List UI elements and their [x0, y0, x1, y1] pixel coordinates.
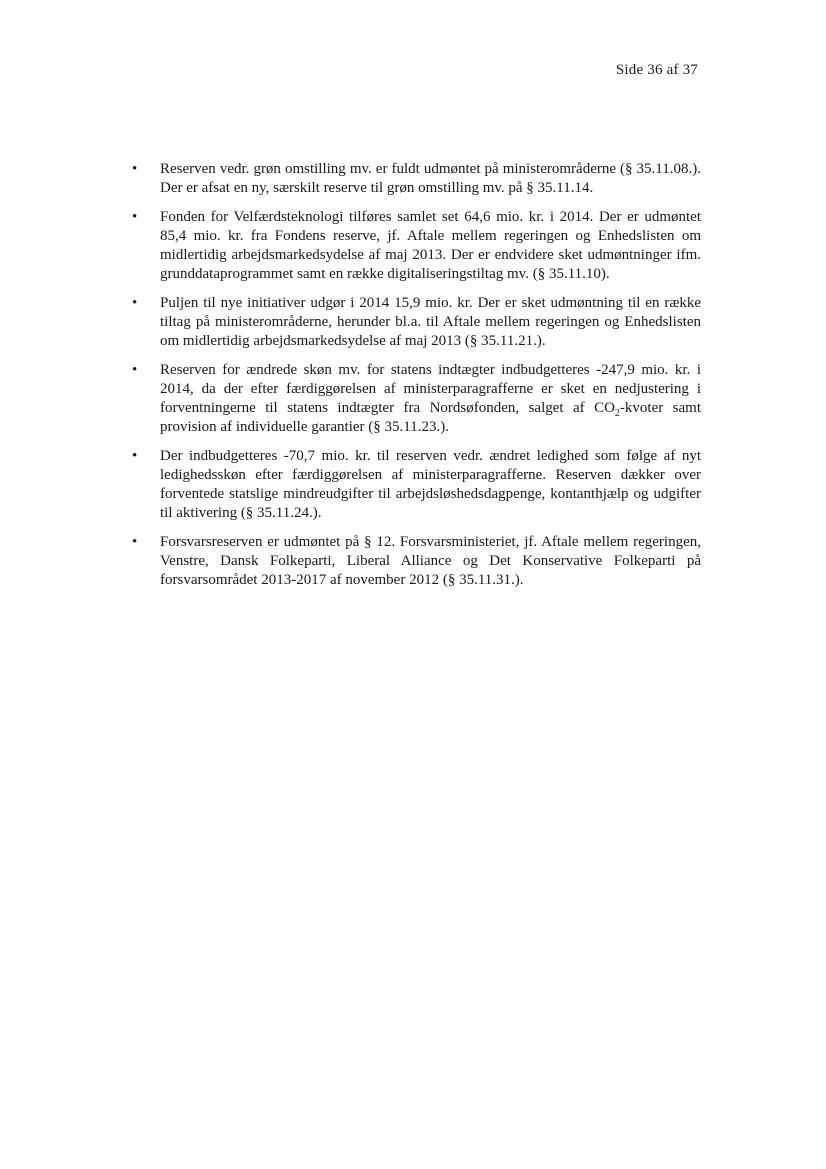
subscript-text: 2: [614, 408, 620, 419]
list-item-text: Reserven vedr. grøn omstilling mv. er fuldt udmøntet på ministerområderne (§ 35.11.08.). Der er afsat en ny, særskilt reserve til grøn omstilling mv. på § 35.11.14.: [160, 161, 701, 196]
bullet-icon: •: [132, 295, 138, 311]
list-item-text-after: -kvoter samt provision af individuelle garantier (§ 35.11.23.).: [160, 400, 701, 435]
list-item-text: Der indbudgetteres -70,7 mio. kr. til reserven vedr. ændret ledighed som følge af nyt ledighedsskøn efter færdiggørelsen af ministerparagrafferne. Reserven dækker over forventede statslige mindreudgifter til arbejdsløshedsdagpenge, kontanthjælp og udgifter til aktivering (§ 35.11.24.).: [160, 448, 701, 521]
page-number: Side 36 af 37: [615, 62, 698, 78]
bullet-icon: •: [132, 362, 138, 378]
list-item-text: Puljen til nye initiativer udgør i 2014 15,9 mio. kr. Der er sket udmøntning til en række tiltag på ministerområderne, herunder bl.a. til Aftale mellem regeringen og Enhedslisten om midlertidig arbejdsmarkedsydelse af maj 2013 (§ 35.11.21.).: [160, 295, 701, 349]
bullet-list: [128, 160, 701, 600]
list-item: [128, 533, 701, 590]
list-item: [128, 208, 701, 284]
bullet-icon: •: [132, 448, 138, 464]
list-item-text-before: Reserven for ændrede skøn mv. for statens indtægter indbudgetteres -247,9 mio. kr. i 2014, da der efter færdiggørelsen af ministerparagrafferne er sket en nedjustering i forventningerne til statens indtægter fra Nordsøfonden, salget af CO: [160, 362, 701, 416]
list-item-text: [160, 362, 701, 435]
bullet-icon: •: [132, 161, 138, 177]
list-item: [128, 294, 701, 351]
list-item: [128, 160, 701, 198]
bullet-icon: •: [132, 534, 138, 550]
bullet-icon: •: [132, 209, 138, 225]
list-item-text: Forsvarsreserven er udmøntet på § 12. Forsvarsministeriet, jf. Aftale mellem regeringen, Venstre, Dansk Folkeparti, Liberal Alliance og Det Konservative Folkeparti på forsvarsområdet 2013-2017 af november 2012 (§ 35.11.31.).: [160, 534, 701, 588]
list-item-text: Fonden for Velfærdsteknologi tilføres samlet set 64,6 mio. kr. i 2014. Der er udmøntet 85,4 mio. kr. fra Fondens reserve, jf. Aftale mellem regeringen og Enhedslisten om midlertidig arbejdsmarkedsydelse af maj 2013. Der er endvidere sket udmøntninger ifm. grunddataprogrammet samt en række digitaliseringstiltag mv. (§ 35.11.10).: [160, 209, 701, 282]
list-item: [128, 361, 701, 437]
list-item: [128, 447, 701, 523]
